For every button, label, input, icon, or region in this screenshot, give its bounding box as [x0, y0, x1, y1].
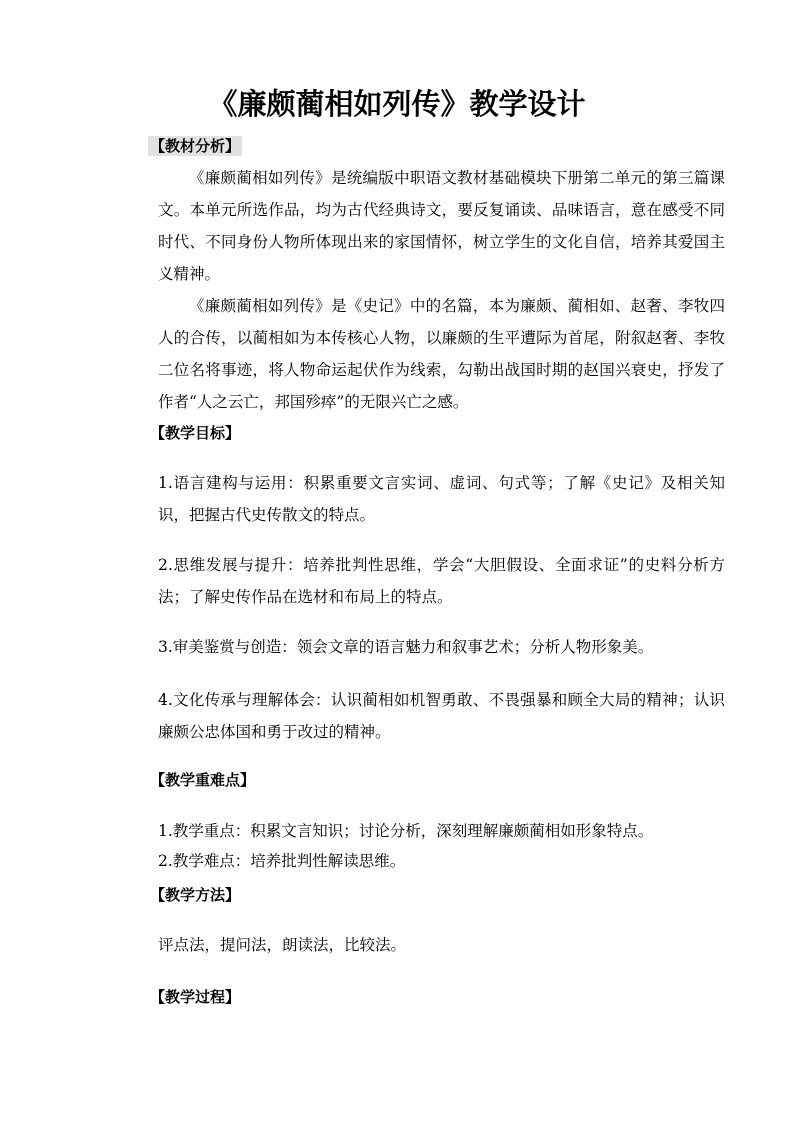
goal-item-3: 3.审美鉴赏与创造：领会文章的语言魅力和叙事艺术；分析人物形象美。	[158, 638, 654, 656]
section-heading-process: 【教学过程】	[150, 988, 241, 1006]
section-heading-goals: 【教学目标】	[150, 424, 241, 442]
methods-text: 评点法，提问法，朗读法，比较法。	[158, 936, 407, 954]
section-heading-methods: 【教学方法】	[150, 886, 241, 904]
goal-item-4: 4.文化传承与理解体会：认识蔺相如机智勇敢、不畏强暴和顾全大局的精神；认识廉颇公忠体国和勇于改过的精神。	[158, 691, 725, 741]
document-title: 《廉颇蔺相如列传》教学设计	[208, 87, 586, 121]
analysis-paragraph-2: 《廉颇蔺相如列传》是《史记》中的名篇，本为廉颇、蔺相如、赵奢、李牧四人的合传，以蔺相如为本传核心人物，以廉颇的生平遭际为首尾，附叙赵奢、李牧二位名将事迹，将人物命运起伏作为线索，勾勒出战国时期的赵国兴衰史，抒发了作者“人之云亡，邦国殄瘁”的无限兴亡之感。	[158, 297, 725, 411]
section-heading-keypoints: 【教学重难点】	[150, 771, 256, 789]
analysis-paragraph-1: 《廉颇蔺相如列传》是统编版中职语文教材基础模块下册第二单元的第三篇课文。本单元所选作品，均为古代经典诗文，要反复诵读、品味语言，意在感受不同时代、不同身份人物所体现出来的家国情怀，树立学生的文化自信，培养其爱国主义精神。	[158, 169, 725, 283]
keypoint-item-2: 2.教学难点：培养批判性解读思维。	[158, 852, 406, 870]
keypoint-item-1: 1.教学重点：积累文言知识；讨论分析，深刻理解廉颇蔺相如形象特点。	[158, 822, 654, 840]
goal-item-2: 2.思维发展与提升：培养批判性思维，学会“大胆假设、全面求证”的史料分析方法；了解史传作品在选材和布局上的特点。	[158, 556, 725, 606]
section-heading-analysis: 【教材分析】	[150, 137, 241, 155]
goal-item-1: 1.语言建构与运用：积累重要文言实词、虚词、句式等；了解《史记》及相关知识，把握古代史传散文的特点。	[158, 474, 725, 524]
